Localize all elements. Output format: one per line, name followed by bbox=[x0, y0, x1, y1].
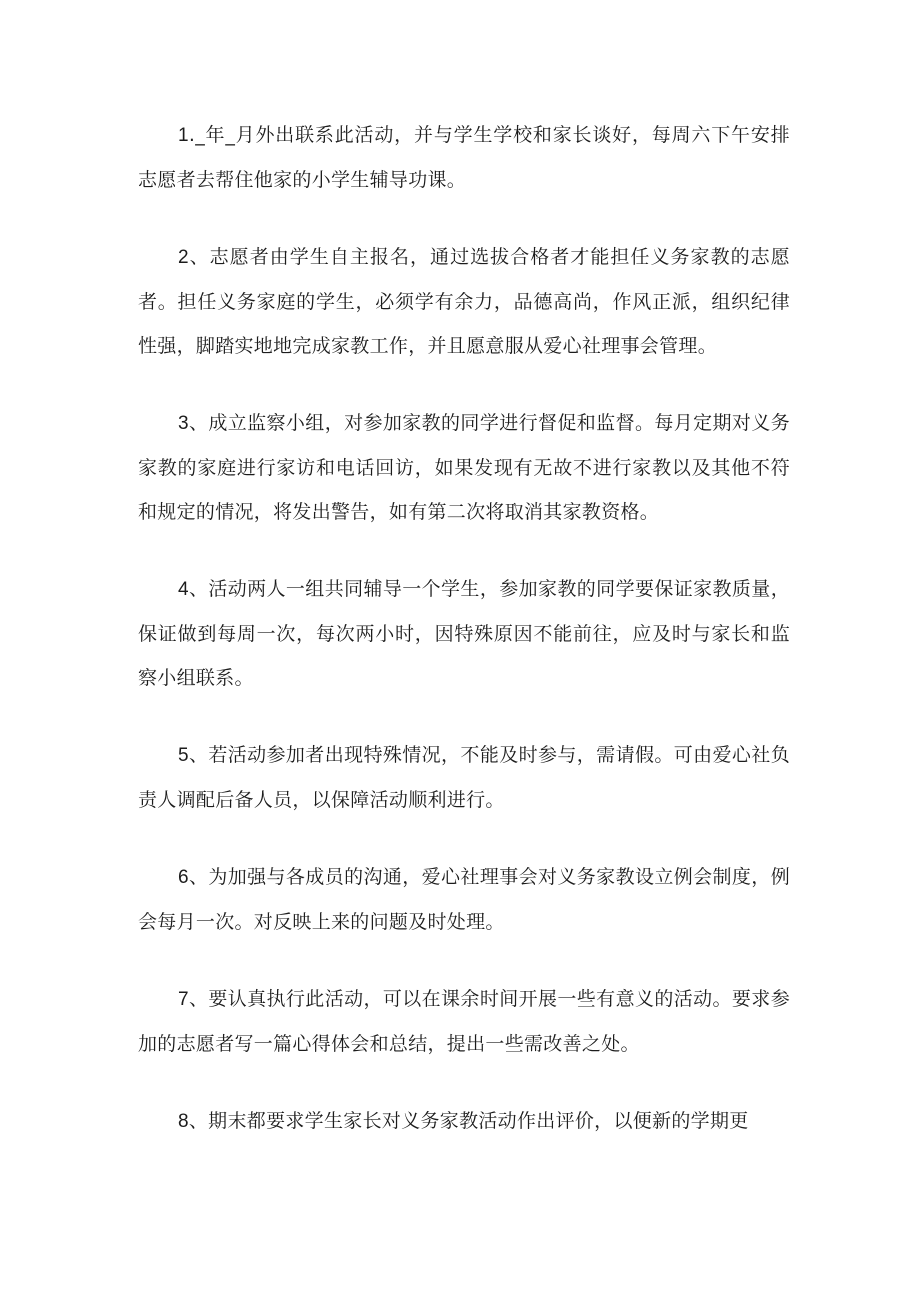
paragraph-text: 、志愿者由学生自主报名，通过选拔合格者才能担任义务家教的志愿者。担任义务家庭的学生，必须学有余力，品德高尚，作风正派，组织纪律性强，脚踏实地地完成家教工作，并且愿意服从爱心社理事会管理。 bbox=[138, 246, 790, 357]
paragraph-text: 、要认真执行此活动，可以在课余时间开展一些有意义的活动。要求参加的志愿者写一篇心得体会和总结，提出一些需改善之处。 bbox=[138, 988, 790, 1055]
paragraph-7 bbox=[138, 977, 790, 1066]
paragraph-text: 、成立监察小组，对参加家教的同学进行督促和监督。每月定期对义务家教的家庭进行家访和电话回访，如果发现有无故不进行家教以及其他不符和规定的情况，将发出警告，如有第二次将取消其家教资格。 bbox=[138, 412, 790, 523]
document-body bbox=[138, 113, 790, 1177]
item-number: 1 bbox=[178, 125, 189, 146]
paragraph-1 bbox=[138, 113, 790, 202]
paragraph-text: 、活动两人一组共同辅导一个学生，参加家教的同学要保证家教质量，保证做到每周一次，每次两小时，因特殊原因不能前往，应及时与家长和监察小组联系。 bbox=[138, 578, 790, 689]
paragraph-text: ._年_月外出联系此活动，并与学生学校和家长谈好，每周六下午安排志愿者去帮住他家的小学生辅导功课。 bbox=[138, 124, 790, 191]
item-number: 2 bbox=[178, 247, 189, 268]
item-number: 4 bbox=[178, 579, 189, 600]
paragraph-3 bbox=[138, 401, 790, 534]
item-number: 7 bbox=[178, 989, 189, 1010]
item-number: 5 bbox=[178, 745, 189, 766]
item-number: 3 bbox=[178, 413, 189, 434]
paragraph-text: 、期末都要求学生家长对义务家教活动作出评价，以便新的学期更 bbox=[188, 1110, 749, 1132]
paragraph-4 bbox=[138, 567, 790, 700]
paragraph-5 bbox=[138, 733, 790, 822]
paragraph-6 bbox=[138, 855, 790, 944]
paragraph-2 bbox=[138, 235, 790, 368]
paragraph-text: 、若活动参加者出现特殊情况，不能及时参与，需请假。可由爱心社负责人调配后备人员，以保障活动顺利进行。 bbox=[138, 744, 790, 811]
paragraph-text: 、为加强与各成员的沟通，爱心社理事会对义务家教设立例会制度，例会每月一次。对反映上来的问题及时处理。 bbox=[138, 866, 790, 933]
item-number: 6 bbox=[178, 867, 189, 888]
paragraph-8 bbox=[138, 1099, 790, 1144]
item-number: 8 bbox=[178, 1111, 189, 1132]
